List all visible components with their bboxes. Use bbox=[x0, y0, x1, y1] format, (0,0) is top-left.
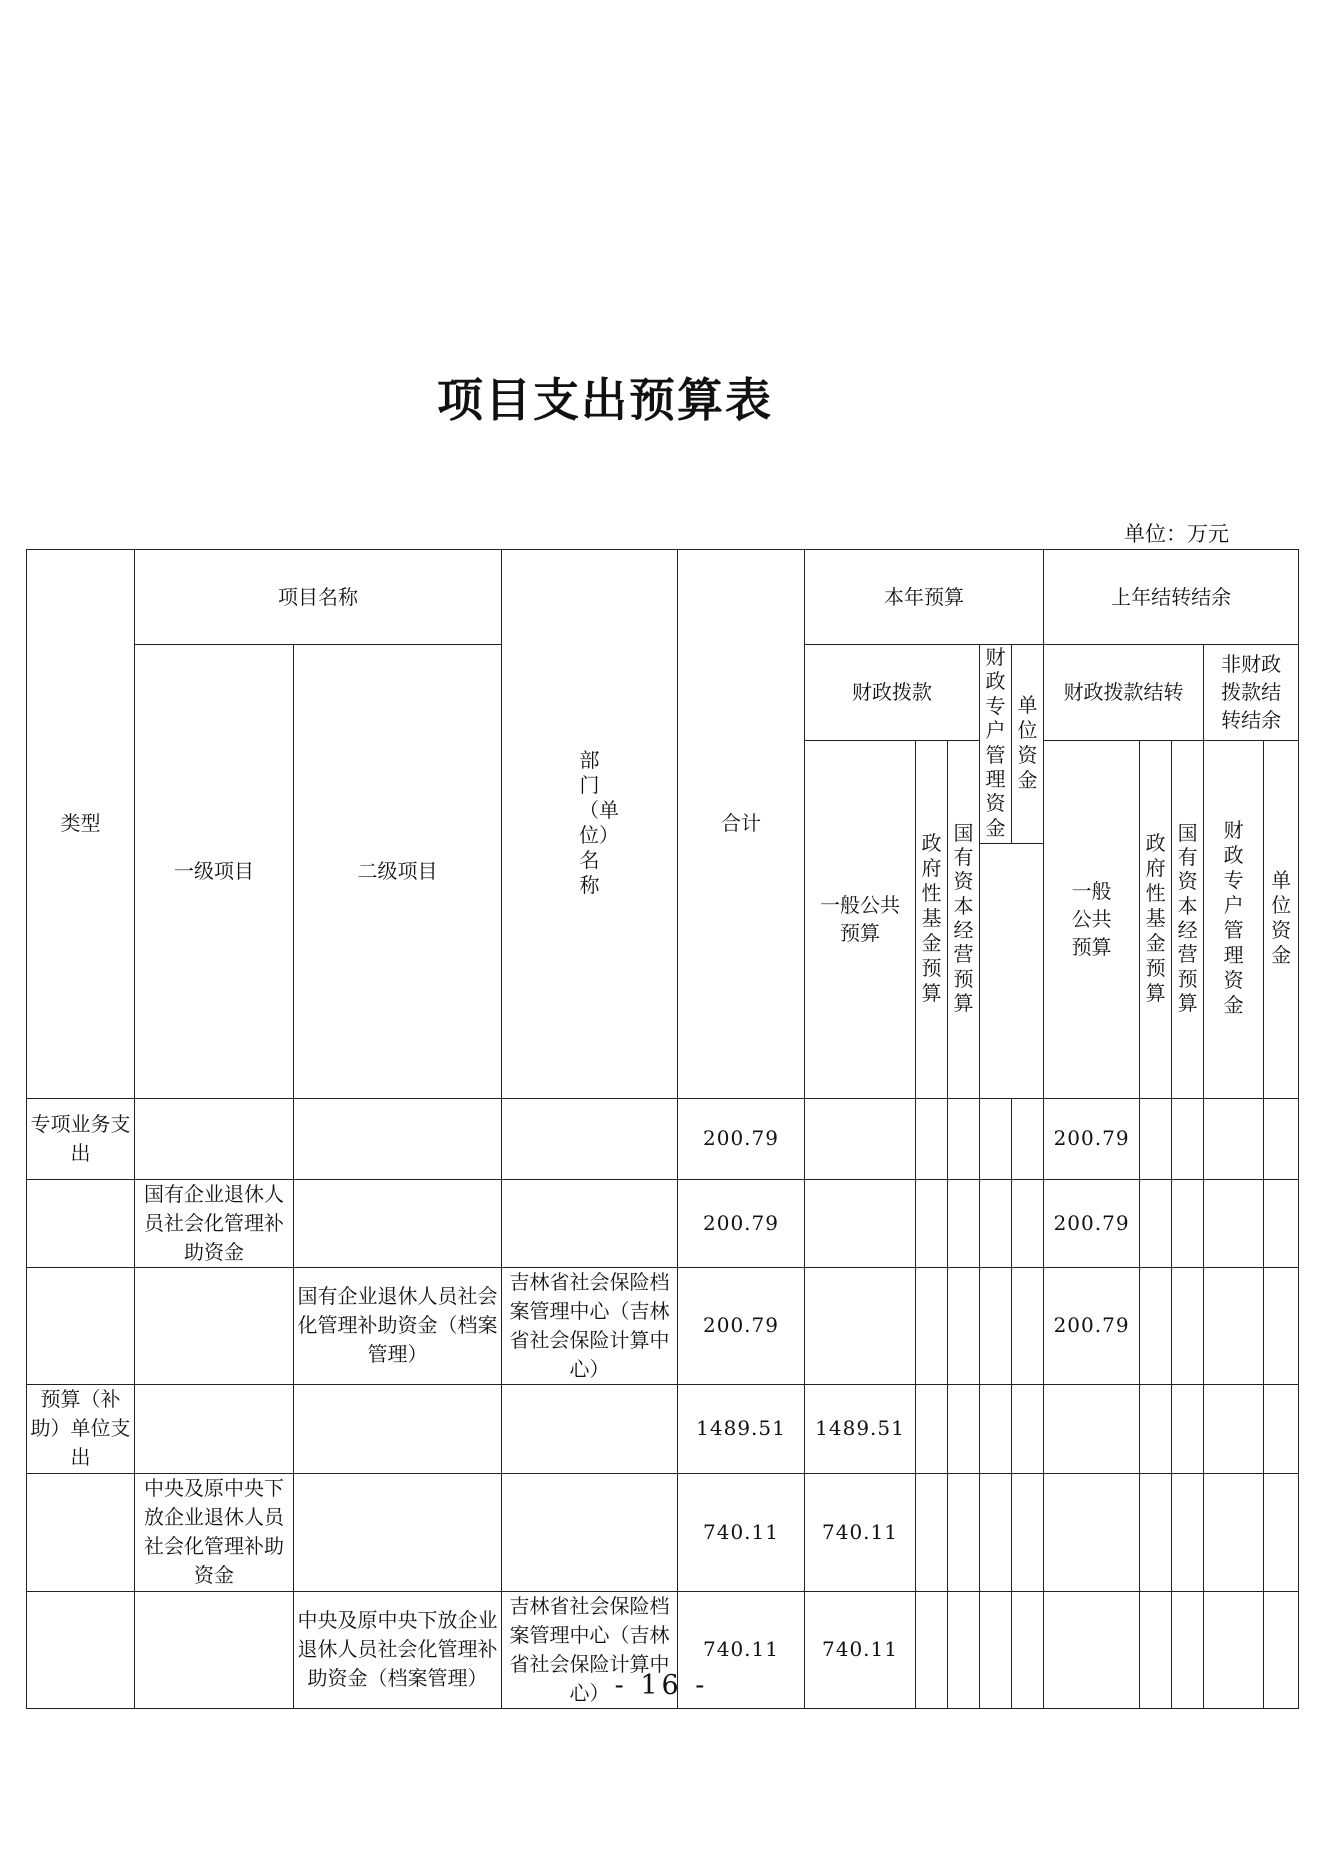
cell-empty bbox=[948, 1098, 980, 1179]
unit-label: 单位：万元 bbox=[1124, 522, 1229, 546]
cell-prior-general bbox=[1044, 1473, 1140, 1591]
cell-total: 740.11 bbox=[678, 1473, 805, 1591]
table-row bbox=[27, 1473, 1299, 1591]
cell-level1 bbox=[135, 1098, 294, 1179]
cell-level2 bbox=[294, 1473, 502, 1591]
cell-cur-general: 1489.51 bbox=[805, 1384, 916, 1473]
header-cur-gov-fund-label: 政府性基金预算 bbox=[921, 830, 942, 1005]
cell-empty bbox=[1012, 1384, 1044, 1473]
header-fiscal-carryover: 财政拨款结转 bbox=[1044, 645, 1204, 741]
header-prior-general-public bbox=[1044, 741, 1140, 1099]
cell-empty bbox=[1140, 1473, 1172, 1591]
cell-empty bbox=[1204, 1473, 1264, 1591]
header-prior-gov-fund-label: 政府性基金预算 bbox=[1145, 830, 1166, 1005]
header-cur-general-public bbox=[805, 741, 916, 1099]
cell-type: 专项业务支出 bbox=[27, 1098, 135, 1179]
table-row bbox=[27, 1384, 1299, 1473]
header-prior-fiscal-special-label: 财政专户管理资金 bbox=[1223, 818, 1244, 1018]
cell-empty bbox=[916, 1179, 948, 1267]
header-prior-year: 上年结转结余 bbox=[1044, 550, 1299, 645]
cell-empty bbox=[1264, 1384, 1299, 1473]
cell-level1 bbox=[135, 1384, 294, 1473]
cell-department: 吉林省社会保险档案管理中心（吉林省社会保险计算中心） bbox=[502, 1267, 678, 1384]
cell-department bbox=[502, 1384, 678, 1473]
cell-empty bbox=[1012, 1473, 1044, 1591]
page-number: - 16 - bbox=[614, 1670, 709, 1701]
table-row bbox=[27, 1179, 1299, 1267]
header-cur-gov-fund bbox=[916, 741, 948, 1099]
cell-cur-general bbox=[805, 1267, 916, 1384]
header-prior-state-capital-label: 国有资本经营预算 bbox=[1177, 820, 1198, 1016]
cell-level2 bbox=[294, 1098, 502, 1179]
cell-empty bbox=[1172, 1179, 1204, 1267]
cell-empty bbox=[1012, 1267, 1044, 1384]
cell-empty bbox=[916, 1267, 948, 1384]
cell-prior-general: 200.79 bbox=[1044, 1179, 1140, 1267]
header-level2: 二级项目 bbox=[294, 645, 502, 1099]
cell-type bbox=[27, 1473, 135, 1591]
header-cur-state-capital bbox=[948, 741, 980, 1099]
header-cur-state-capital-label: 国有资本经营预算 bbox=[953, 820, 974, 1016]
cell-empty bbox=[980, 1267, 1012, 1384]
cell-empty bbox=[1264, 1098, 1299, 1179]
cell-level2: 国有企业退休人员社会化管理补助资金（档案管理） bbox=[294, 1267, 502, 1384]
header-non-fiscal-carryover bbox=[1204, 645, 1299, 741]
cell-cur-general: 740.11 bbox=[805, 1473, 916, 1591]
cell-total: 200.79 bbox=[678, 1098, 805, 1179]
header-cur-fiscal-special bbox=[980, 645, 1012, 844]
cell-department bbox=[502, 1098, 678, 1179]
cell-empty bbox=[1140, 1384, 1172, 1473]
cell-empty bbox=[980, 1179, 1012, 1267]
cell-empty bbox=[948, 1473, 980, 1591]
cell-level2 bbox=[294, 1179, 502, 1267]
cell-empty bbox=[1140, 1267, 1172, 1384]
cell-empty bbox=[1140, 1098, 1172, 1179]
cell-level1: 中央及原中央下放企业退休人员社会化管理补助资金 bbox=[135, 1473, 294, 1591]
header-prior-general-public-label: 一般公共预算 bbox=[1071, 878, 1112, 959]
cell-type: 预算（补助）单位支出 bbox=[27, 1384, 135, 1473]
header-level1: 一级项目 bbox=[135, 645, 294, 1099]
cell-cur-general bbox=[805, 1098, 916, 1179]
cell-empty bbox=[980, 1473, 1012, 1591]
header-prior-state-capital bbox=[1172, 741, 1204, 1099]
cell-empty bbox=[1012, 1179, 1044, 1267]
cell-empty bbox=[1264, 1179, 1299, 1267]
header-prior-unit-funds bbox=[1264, 741, 1299, 1099]
header-total: 合计 bbox=[678, 550, 805, 1099]
cell-level2 bbox=[294, 1384, 502, 1473]
cell-prior-general: 200.79 bbox=[1044, 1098, 1140, 1179]
cell-empty bbox=[1264, 1473, 1299, 1591]
cell-department: 吉林省社会保险档案管理中心（吉林省社会保险计算中心） bbox=[502, 1591, 678, 1708]
cell-empty bbox=[948, 1267, 980, 1384]
cell-empty bbox=[980, 1384, 1012, 1473]
header-type: 类型 bbox=[27, 550, 135, 1099]
page-title: 项目支出预算表 bbox=[437, 373, 773, 427]
cell-type bbox=[27, 1179, 135, 1267]
cell-empty bbox=[1172, 1098, 1204, 1179]
cell-empty bbox=[1172, 1473, 1204, 1591]
header-department-label: 部门（单位）名称 bbox=[579, 747, 619, 897]
table-row bbox=[27, 1098, 1299, 1179]
cell-prior-general: 200.79 bbox=[1044, 1267, 1140, 1384]
header-cur-unit-funds-label: 单位资金 bbox=[1017, 692, 1038, 792]
cell-type bbox=[27, 1267, 135, 1384]
cell-empty bbox=[1140, 1179, 1172, 1267]
header-cur-unit-funds bbox=[1012, 645, 1044, 844]
cell-empty bbox=[916, 1384, 948, 1473]
project-expenditure-table bbox=[26, 549, 1299, 1709]
cell-empty bbox=[1204, 1179, 1264, 1267]
cell-level1 bbox=[135, 1267, 294, 1384]
cell-empty bbox=[980, 1098, 1012, 1179]
cell-total: 740.11 bbox=[678, 1591, 805, 1708]
header-cur-general-public-label: 一般公共预算 bbox=[820, 892, 900, 945]
cell-empty bbox=[916, 1473, 948, 1591]
cell-empty bbox=[1012, 1098, 1044, 1179]
cell-department bbox=[502, 1179, 678, 1267]
cell-empty bbox=[1204, 1384, 1264, 1473]
header-department bbox=[502, 550, 678, 1099]
cell-empty bbox=[916, 1098, 948, 1179]
table-row bbox=[27, 1267, 1299, 1384]
header-fiscal-allocation: 财政拨款 bbox=[805, 645, 980, 741]
cell-empty bbox=[1204, 1098, 1264, 1179]
header-project-name: 项目名称 bbox=[135, 550, 502, 645]
header-prior-gov-fund bbox=[1140, 741, 1172, 1099]
header-prior-unit-funds-label: 单位资金 bbox=[1271, 868, 1292, 968]
header-prior-fiscal-special bbox=[1204, 741, 1264, 1099]
cell-empty bbox=[948, 1179, 980, 1267]
cell-level2: 中央及原中央下放企业退休人员社会化管理补助资金（档案管理） bbox=[294, 1591, 502, 1708]
cell-cur-general bbox=[805, 1179, 916, 1267]
cell-level1: 国有企业退休人员社会化管理补助资金 bbox=[135, 1179, 294, 1267]
cell-empty bbox=[1172, 1384, 1204, 1473]
cell-total: 1489.51 bbox=[678, 1384, 805, 1473]
cell-empty bbox=[1172, 1267, 1204, 1384]
cell-prior-general bbox=[1044, 1384, 1140, 1473]
cell-cur-general: 740.11 bbox=[805, 1591, 916, 1708]
header-current-year: 本年预算 bbox=[805, 550, 1044, 645]
cell-empty bbox=[948, 1384, 980, 1473]
header-non-fiscal-carryover-label: 非财政拨款结转结余 bbox=[1221, 652, 1282, 732]
cell-total: 200.79 bbox=[678, 1179, 805, 1267]
cell-empty bbox=[1264, 1267, 1299, 1384]
cell-empty bbox=[1204, 1267, 1264, 1384]
cell-total: 200.79 bbox=[678, 1267, 805, 1384]
cell-department bbox=[502, 1473, 678, 1591]
header-cur-fiscal-special-label: 财政专户管理资金 bbox=[985, 645, 1006, 840]
